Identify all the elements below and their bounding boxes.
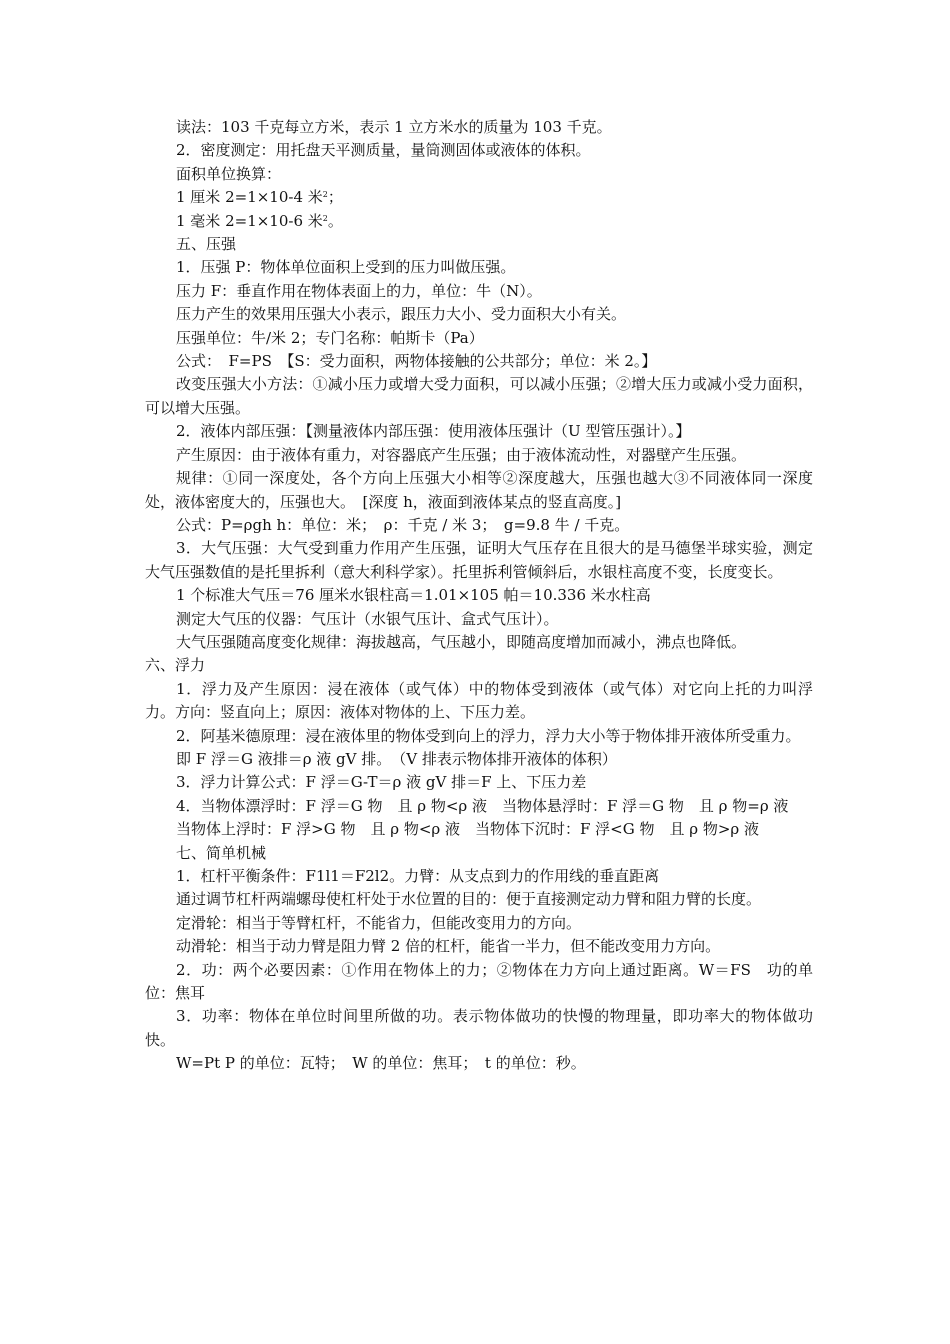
paragraph: [145, 795, 813, 818]
paragraph-text: 七、简单机械: [176, 843, 267, 862]
paragraph-text: 2．功：两个必要因素：①作用在物体上的力；②物体在力方向上通过距离。W＝FS 功的单位：焦耳: [145, 960, 813, 1003]
paragraph-text: 通过调节杠杆两端螺母使杠杆处于水位置的目的：便于直接测定动力臂和阻力臂的长度。: [176, 890, 762, 909]
paragraph-text: 3．浮力计算公式：F 浮＝G-T＝ρ 液 gV 排＝F 上、下压力差: [176, 773, 587, 792]
superscript: 2: [322, 213, 328, 223]
paragraph: [145, 186, 813, 209]
paragraph: [145, 256, 813, 279]
paragraph-text: 读法：103 千克每立方米，表示 1 立方米水的质量为 103 千克。: [176, 118, 612, 136]
paragraph-text: 即 F 浮＝G 液排＝ρ 液 gV 排。 （V 排表示物体排开液体的体积）: [176, 749, 617, 768]
paragraph: [145, 420, 813, 443]
paragraph-text: 公式：P=ρgh h：单位：米； ρ：千克 / 米 3； g=9.8 牛 / 千克。: [176, 515, 630, 534]
paragraph: [145, 467, 813, 514]
paragraph: [145, 163, 813, 186]
paragraph-text: 测定大气压的仪器：气压计（水银气压计、盒式气压计）。: [176, 609, 559, 628]
paragraph-text: 公式： F=PS 【S：受力面积，两物体接触的公共部分；单位：米 2。】: [176, 352, 657, 371]
paragraph: [145, 935, 813, 958]
paragraph: [145, 139, 813, 162]
paragraph: [145, 584, 813, 607]
paragraph-text: 1 毫米 2=1×10-6 米: [176, 211, 323, 230]
paragraph-text: 1 个标准大气压＝76 厘米水银柱高＝1.01×105 帕＝10.336 米水柱高: [176, 586, 651, 605]
document-body: [145, 116, 813, 1076]
paragraph-text: 压强单位：牛/米 2；专门名称：帕斯卡（Pa）: [176, 328, 484, 347]
paragraph-text: 2．阿基米德原理：浸在液体里的物体受到向上的浮力，浮力大小等于物体排开液体所受重力。: [176, 726, 801, 745]
paragraph-text: 定滑轮：相当于等臂杠杆，不能省力，但能改变用力的方向。: [176, 913, 582, 932]
paragraph-text: 压力产生的效果用压强大小表示，跟压力大小、受力面积大小有关。: [176, 305, 627, 324]
paragraph: [145, 865, 813, 888]
paragraph: [145, 608, 813, 631]
paragraph-text: W=Pt P 的单位：瓦特； W 的单位：焦耳； t 的单位：秒。: [176, 1054, 586, 1073]
paragraph: [145, 888, 813, 911]
paragraph: [145, 350, 813, 373]
superscript: 2: [322, 190, 328, 200]
paragraph: [145, 725, 813, 748]
paragraph-text: 规律：①同一深度处，各个方向上压强大小相等②深度越大，压强也越大③不同液体同一深度处，液体密度大的，压强也大。 [深度 h，液面到液体某点的竖直高度。]: [145, 469, 813, 511]
paragraph: [145, 303, 813, 326]
paragraph-text: 2．液体内部压强：【测量液体内部压强：使用液体压强计（U 型管压强计）。】: [176, 422, 691, 441]
paragraph: [145, 373, 813, 420]
paragraph: [145, 537, 813, 584]
paragraph-text: 改变压强大小方法：①减小压力或增大受力面积，可以减小压强；②增大压力或减小受力面积，可以增大压强。: [145, 375, 813, 417]
paragraph: [145, 771, 813, 794]
paragraph: [145, 959, 813, 1006]
paragraph: [145, 1005, 813, 1052]
paragraph-tail: 。: [327, 211, 343, 230]
paragraph: [145, 748, 813, 771]
paragraph-text: 4．当物体漂浮时：F 浮＝G 物 且 ρ 物<ρ 液 当物体悬浮时：F 浮＝G 物 且 ρ 物=ρ 液: [176, 796, 789, 815]
paragraph: [145, 1052, 813, 1075]
paragraph-text: 1．压强 P：物体单位面积上受到的压力叫做压强。: [176, 258, 516, 277]
paragraph-text: 当物体上浮时：F 浮>G 物 且 ρ 物<ρ 液 当物体下沉时：F 浮<G 物 且 ρ 物>ρ 液: [176, 820, 760, 839]
paragraph: [145, 514, 813, 537]
paragraph-text: 1．浮力及产生原因：浸在液体（或气体）中的物体受到液体（或气体）对它向上托的力叫浮力。方向：竖直向上；原因：液体对物体的上、下压力差。: [145, 679, 813, 722]
paragraph-text: 3．功率：物体在单位时间里所做的功。表示物体做功的快慢的物理量，即功率大的物体做功快。: [145, 1007, 813, 1049]
paragraph-text: 产生原因：由于液体有重力，对容器底产生压强；由于液体流动性，对器壁产生压强。: [176, 445, 747, 464]
paragraph: [145, 233, 813, 256]
paragraph: [145, 631, 813, 654]
paragraph-text: 动滑轮：相当于动力臂是阻力臂 2 倍的杠杆，能省一半力，但不能改变用力方向。: [176, 937, 721, 956]
paragraph-text: 五、压强: [176, 235, 237, 254]
paragraph-text: 六、浮力: [145, 656, 206, 675]
paragraph-text: 压力 F：垂直作用在物体表面上的力，单位：牛（N）。: [176, 281, 542, 300]
paragraph: [145, 842, 813, 865]
paragraph: [145, 210, 813, 233]
paragraph: [145, 912, 813, 935]
paragraph-text: 3．大气压强：大气受到重力作用产生压强，证明大气压存在且很大的是马德堡半球实验，测定大气压强数值的是托里拆利（意大利科学家）。托里拆利管倾斜后，水银柱高度不变，长度变长。: [145, 539, 813, 581]
paragraph-text: 大气压强随高度变化规律：海拔越高，气压越小，即随高度增加而减小，沸点也降低。: [176, 632, 747, 651]
paragraph: [145, 678, 813, 725]
paragraph: [145, 818, 813, 841]
paragraph: [145, 654, 813, 677]
paragraph-text: 1 厘米 2=1×10-4 米: [176, 188, 323, 207]
paragraph: [145, 327, 813, 350]
paragraph-tail: ；: [327, 188, 343, 207]
paragraph-text: 面积单位换算：: [176, 164, 282, 183]
paragraph: [145, 280, 813, 303]
paragraph-text: 2．密度测定：用托盘天平测质量，量筒测固体或液体的体积。: [176, 141, 591, 160]
paragraph: [145, 116, 813, 139]
paragraph: [145, 444, 813, 467]
paragraph-text: 1．杠杆平衡条件：F1l1＝F2l2。力臂：从支点到力的作用线的垂直距离: [176, 867, 660, 885]
